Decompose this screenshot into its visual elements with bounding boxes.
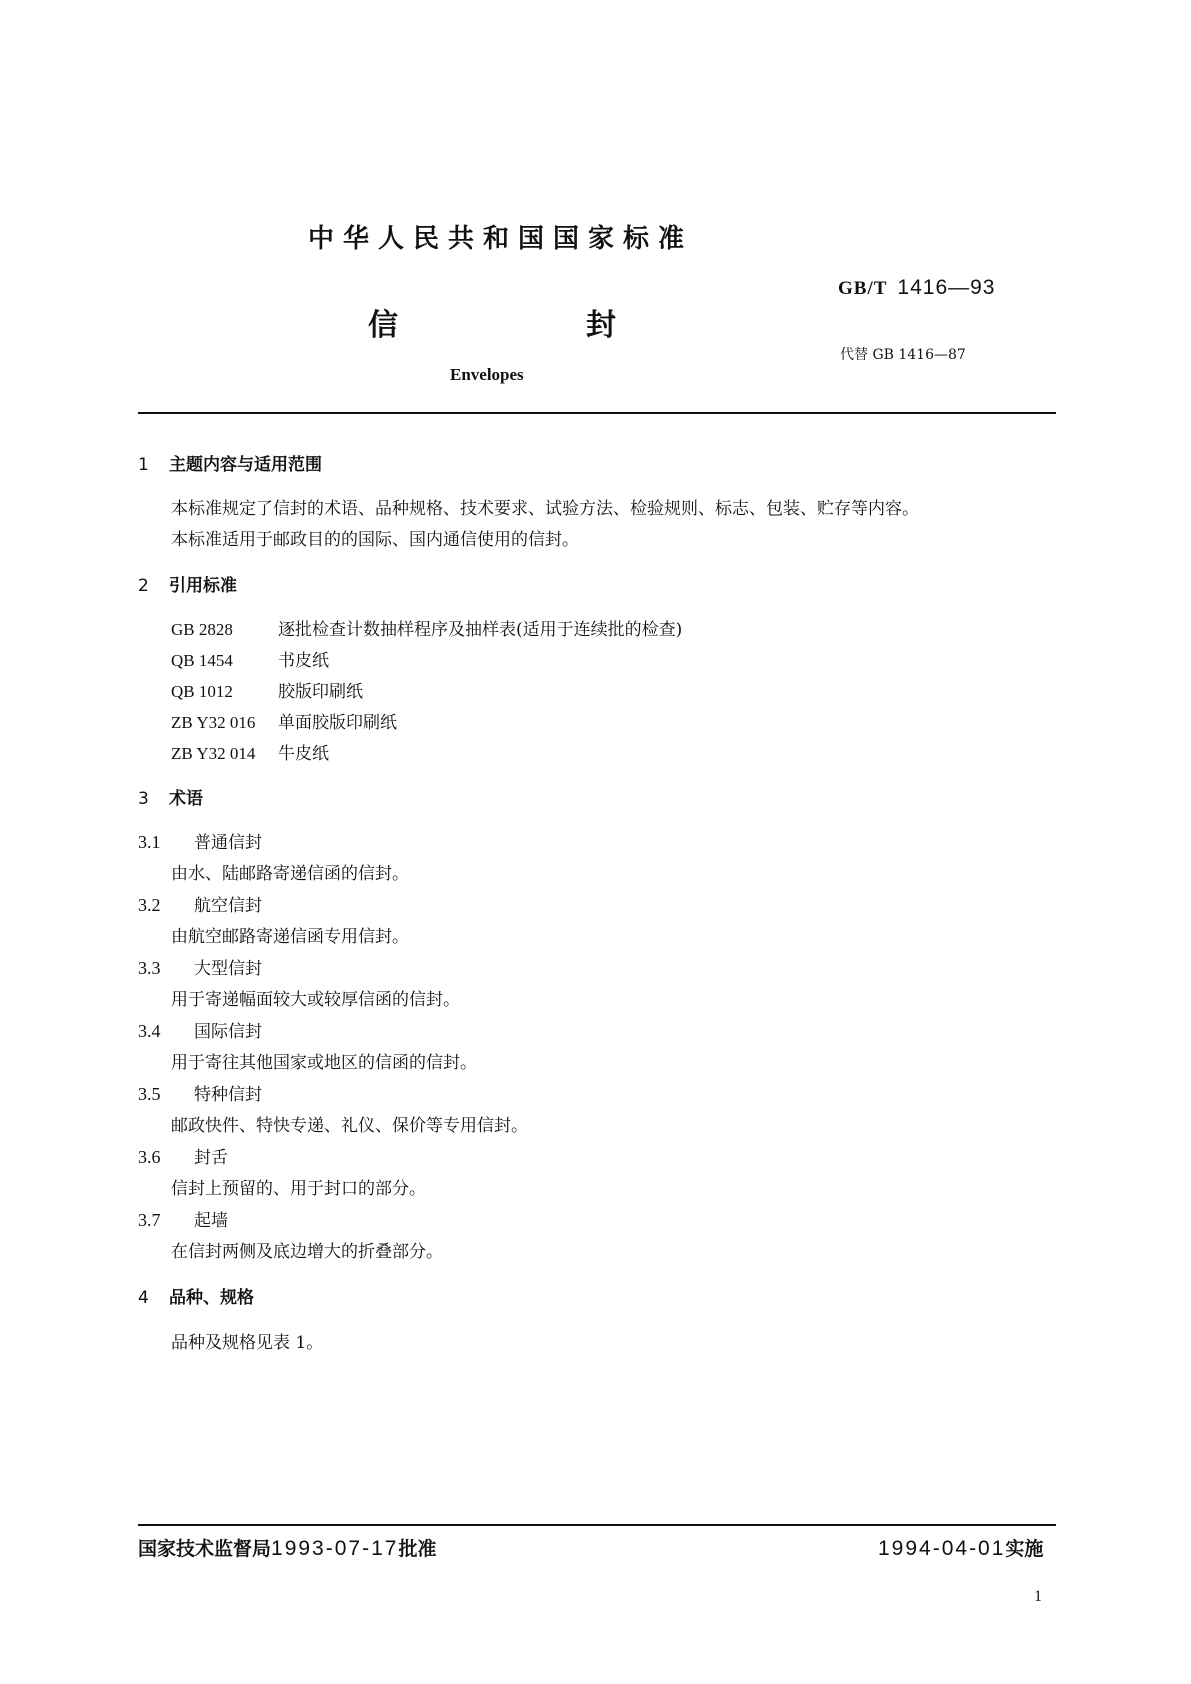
- reference-code: QB 1454: [171, 651, 233, 670]
- section-1-title: 主题内容与适用范围: [169, 455, 322, 475]
- section-2-heading: [138, 571, 237, 596]
- term-number: 3.4: [138, 1021, 161, 1041]
- reference-name: 牛皮纸: [278, 744, 329, 764]
- term-item: [138, 828, 262, 853]
- term-item: [138, 1080, 262, 1105]
- national-standard-heading: 中华人民共和国国家标准: [308, 224, 694, 254]
- english-title: Envelopes: [450, 365, 524, 384]
- code-number: 1416—93: [897, 276, 996, 299]
- term-item: [138, 954, 262, 979]
- term-name: 特种信封: [194, 1085, 262, 1105]
- section-3-title: 术语: [169, 789, 203, 809]
- term-number: 3.2: [138, 895, 161, 915]
- term-name: 航空信封: [194, 896, 262, 916]
- approve-date: 1993-07-17: [271, 1537, 399, 1560]
- page-number: 1: [1034, 1588, 1042, 1605]
- section-4-heading: [138, 1283, 254, 1308]
- title-char-2: 封: [586, 308, 616, 343]
- term-item: [138, 1143, 228, 1168]
- term-number: 3.1: [138, 832, 161, 852]
- term-number: 3.6: [138, 1147, 161, 1167]
- term-number: 3.5: [138, 1084, 161, 1104]
- section-3-heading: [138, 784, 203, 809]
- effective-date: 1994-04-01: [878, 1537, 1006, 1560]
- footer-divider: [138, 1524, 1056, 1526]
- reference-code: GB 2828: [171, 620, 233, 639]
- section-4-number: 4: [138, 1288, 149, 1308]
- reference-code: ZB Y32 016: [171, 713, 256, 732]
- term-name: 国际信封: [194, 1022, 262, 1042]
- approver: 国家技术监督局: [138, 1538, 272, 1560]
- effective-line: [878, 1534, 1043, 1561]
- reference-item: [171, 615, 682, 640]
- section-2-title: 引用标准: [169, 576, 237, 596]
- approve-label: 批准: [398, 1538, 437, 1560]
- term-number: 3.7: [138, 1210, 161, 1230]
- section-4-paragraph: 品种及规格见表 1。: [171, 1333, 324, 1353]
- section-1-paragraph-1: 本标准规定了信封的术语、品种规格、技术要求、试验方法、检验规则、标志、包装、贮存等内容。: [171, 499, 919, 519]
- term-definition: 邮政快件、特快专递、礼仪、保价等专用信封。: [171, 1116, 528, 1136]
- code-prefix: GB/T: [838, 278, 888, 299]
- term-name: 普通信封: [194, 833, 262, 853]
- term-name: 封舌: [194, 1148, 228, 1168]
- reference-item: [171, 677, 363, 702]
- section-3-number: 3: [138, 789, 149, 809]
- term-definition: 信封上预留的、用于封口的部分。: [171, 1179, 426, 1199]
- term-name: 起墙: [194, 1211, 228, 1231]
- section-1-number: 1: [138, 455, 149, 475]
- title-char-1: 信: [368, 308, 398, 343]
- term-definition: 在信封两侧及底边增大的折叠部分。: [171, 1242, 443, 1262]
- term-number: 3.3: [138, 958, 161, 978]
- term-definition: 用于寄递幅面较大或较厚信函的信封。: [171, 990, 460, 1010]
- reference-item: [171, 708, 397, 733]
- reference-code: ZB Y32 014: [171, 744, 256, 763]
- reference-item: [171, 646, 329, 671]
- reference-name: 胶版印刷纸: [278, 682, 363, 702]
- reference-name: 书皮纸: [278, 651, 329, 671]
- approval-line: [138, 1534, 436, 1561]
- reference-code: QB 1012: [171, 682, 233, 701]
- term-item: [138, 891, 262, 916]
- term-definition: 由航空邮路寄递信函专用信封。: [171, 927, 409, 947]
- effective-label: 实施: [1005, 1538, 1044, 1560]
- standard-code: [838, 276, 995, 300]
- header-divider: [138, 412, 1056, 414]
- section-1-heading: [138, 450, 322, 475]
- term-definition: 用于寄往其他国家或地区的信函的信封。: [171, 1053, 477, 1073]
- section-1-paragraph-2: 本标准适用于邮政目的的国际、国内通信使用的信封。: [171, 530, 579, 550]
- reference-name: 单面胶版印刷纸: [278, 713, 397, 733]
- reference-name: 逐批检查计数抽样程序及抽样表(适用于连续批的检查): [278, 620, 683, 640]
- term-name: 大型信封: [194, 959, 262, 979]
- term-definition: 由水、陆邮路寄递信函的信封。: [171, 864, 409, 884]
- replaces-note: 代替 GB 1416—87: [840, 347, 966, 363]
- section-4-title: 品种、规格: [169, 1288, 254, 1308]
- term-item: [138, 1017, 262, 1042]
- section-2-number: 2: [138, 576, 149, 596]
- term-item: [138, 1206, 228, 1231]
- reference-item: [171, 739, 329, 764]
